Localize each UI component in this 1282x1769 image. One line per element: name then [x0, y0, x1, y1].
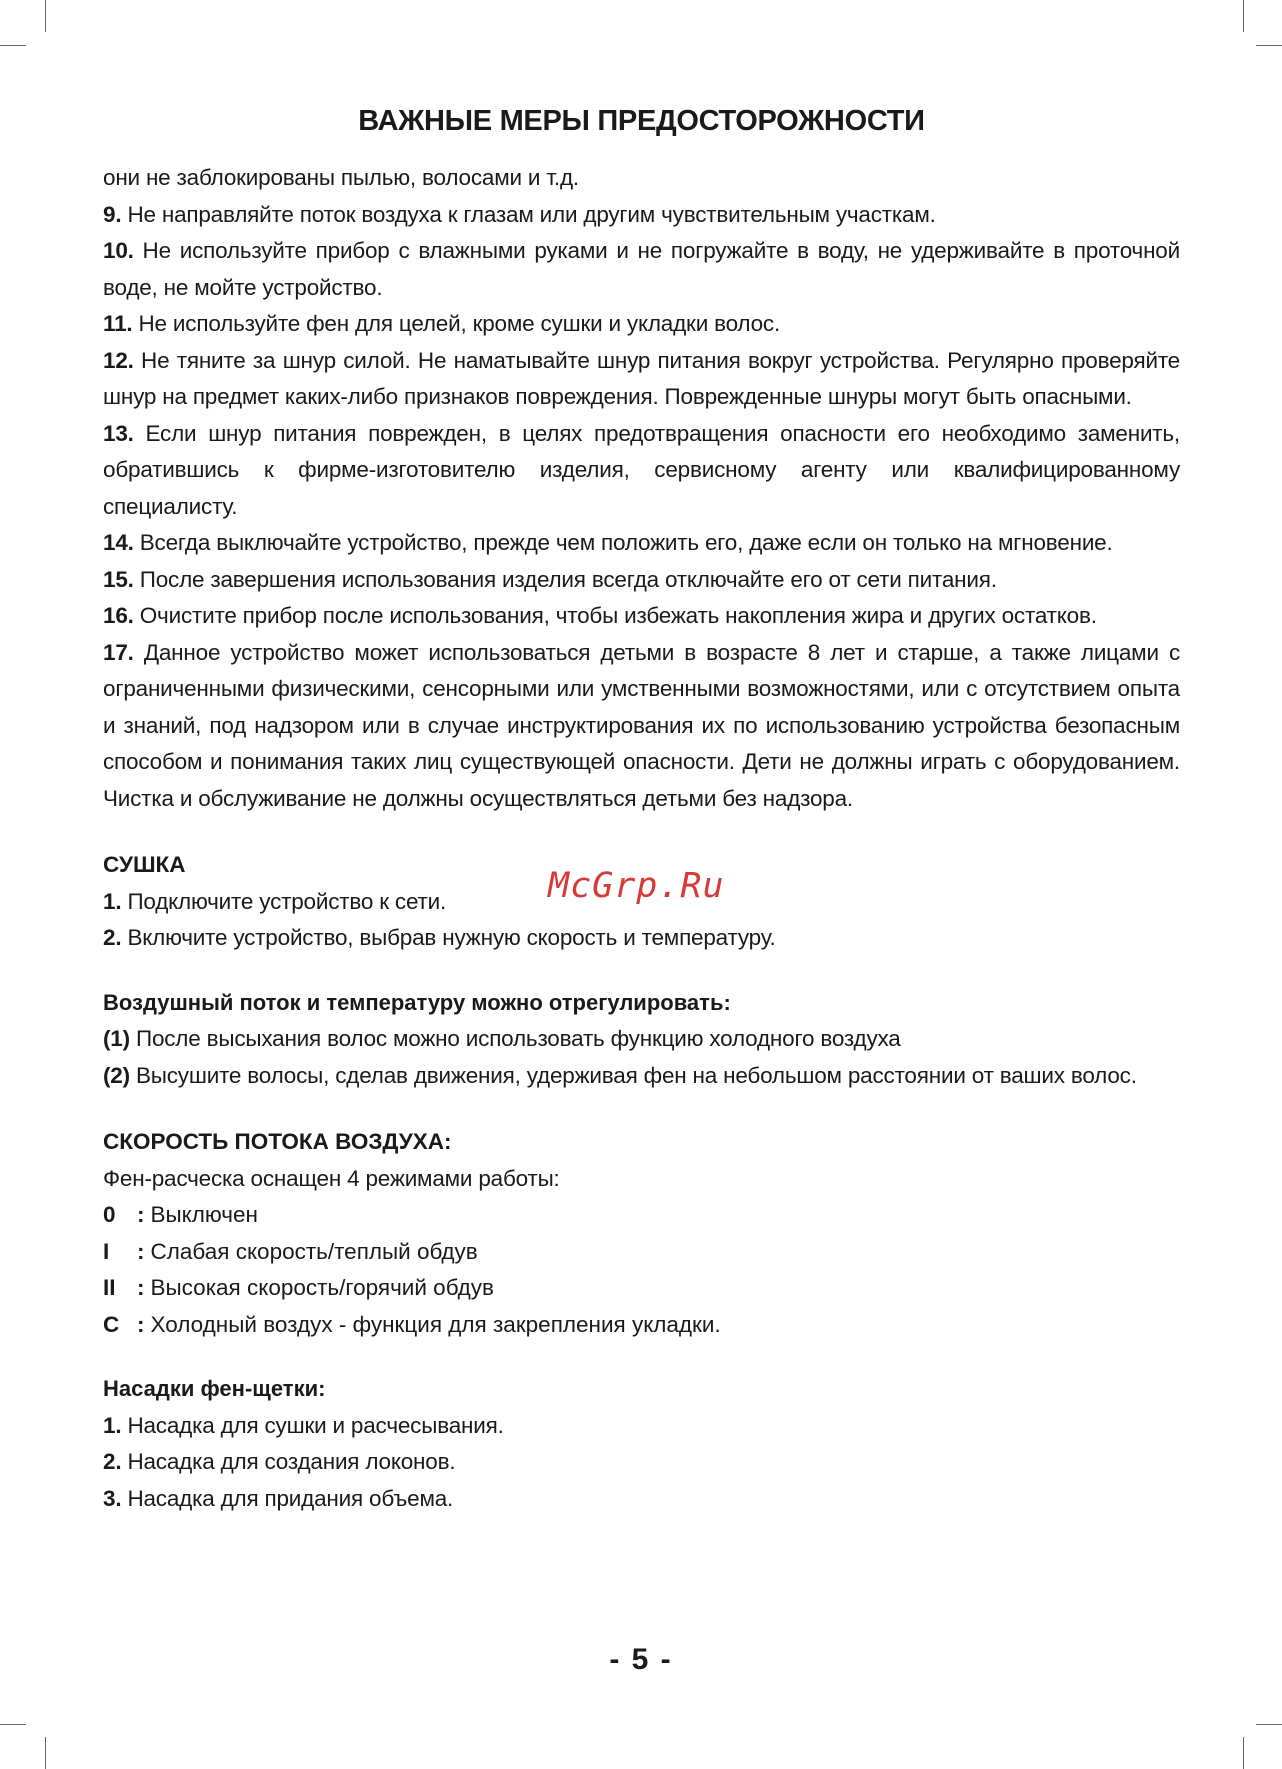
page-content: [103, 105, 1180, 1517]
list-item: 12. Не тяните за шнур силой. Не наматывайте шнур питания вокруг устройства. Регулярно проверяйте шнур на предмет каких-либо признаков повреждения. Поврежденные шнуры могут быть опасными.: [103, 347, 1180, 409]
attachments-heading: Насадки фен-щетки:: [103, 1376, 326, 1401]
list-item: 3. Насадка для придания объема.: [103, 1485, 454, 1511]
watermark: McGrp.Ru: [548, 866, 725, 906]
crop-mark: [1256, 45, 1282, 46]
page-title: ВАЖНЫЕ МЕРЫ ПРЕДОСТОРОЖНОСТИ: [358, 105, 925, 137]
list-item: 17. Данное устройство может использоваться детьми в возрасте 8 лет и старше, а также лицами с ограниченными физическими, сенсорными или умственными возможностями, или с отсутствием опыта и знаний, под надзором или в случае инструктирования их по использованию устройства безопасным способом и понимания таких лиц существующей опасности. Дети не должны играть с оборудованием. Чистка и обслуживание не должны осуществляться детьми без надзора.: [103, 639, 1180, 811]
list-item: 14. Всегда выключайте устройство, прежде чем положить его, даже если он только на мгновение.: [103, 530, 1113, 555]
list-item: 15. После завершения использования изделия всегда отключайте его от сети питания.: [103, 566, 997, 592]
list-item: (1) После высыхания волос можно использовать функцию холодного воздуха: [103, 1026, 901, 1051]
page-number: - 5 -: [609, 1643, 673, 1676]
list-item: 13. Если шнур питания поврежден, в целях предотвращения опасности его необходимо заменить, обратившись к фирме-изготовителю изделия, сервисному агенту или квалифицированному специалисту.: [103, 420, 1180, 519]
drying-heading: СУШКА: [103, 852, 186, 877]
mode-row: 0 : Выключен: [103, 1202, 258, 1227]
crop-mark: [1256, 1724, 1282, 1725]
list-item: 2. Включите устройство, выбрав нужную скорость и температуру.: [103, 925, 776, 950]
list-item: 16. Очистите прибор после использования, чтобы избежать накопления жира и других остатков.: [103, 603, 1097, 628]
mode-row: II : Высокая скорость/горячий обдув: [103, 1275, 494, 1300]
crop-mark: [45, 0, 46, 32]
list-item: 1. Подключите устройство к сети.: [103, 888, 447, 914]
crop-mark: [0, 45, 26, 46]
mode-row: C : Холодный воздух - функция для закрепления укладки.: [103, 1311, 721, 1337]
crop-mark: [1243, 1737, 1244, 1769]
mode-row: I : Слабая скорость/теплый обдув: [103, 1238, 478, 1264]
speed-intro: Фен-расческа оснащен 4 режимами работы:: [103, 1165, 560, 1191]
crop-mark: [45, 1737, 46, 1769]
crop-mark: [1243, 0, 1244, 32]
speed-heading: СКОРОСТЬ ПОТОКА ВОЗДУХА:: [103, 1129, 452, 1154]
airflow-heading: Воздушный поток и температуру можно отрегулировать:: [103, 989, 731, 1015]
crop-mark: [0, 1724, 26, 1725]
list-item: 1. Насадка для сушки и расчесывания.: [103, 1412, 504, 1438]
list-item: (2) Высушите волосы, сделав движения, удерживая фен на небольшом расстоянии от ваших волос.: [103, 1062, 1137, 1088]
list-item: они не заблокированы пылью, волосами и т.д.: [103, 165, 579, 190]
list-item: 10. Не используйте прибор с влажными руками и не погружайте в воду, не удерживайте в проточной воде, не мойте устройство.: [103, 238, 1180, 300]
list-item: 9. Не направляйте поток воздуха к глазам или другим чувствительным участкам.: [103, 201, 936, 227]
precautions-list: [103, 160, 1180, 817]
list-item: 2. Насадка для создания локонов.: [103, 1449, 456, 1474]
list-item: 11. Не используйте фен для целей, кроме сушки и укладки волос.: [103, 311, 781, 336]
